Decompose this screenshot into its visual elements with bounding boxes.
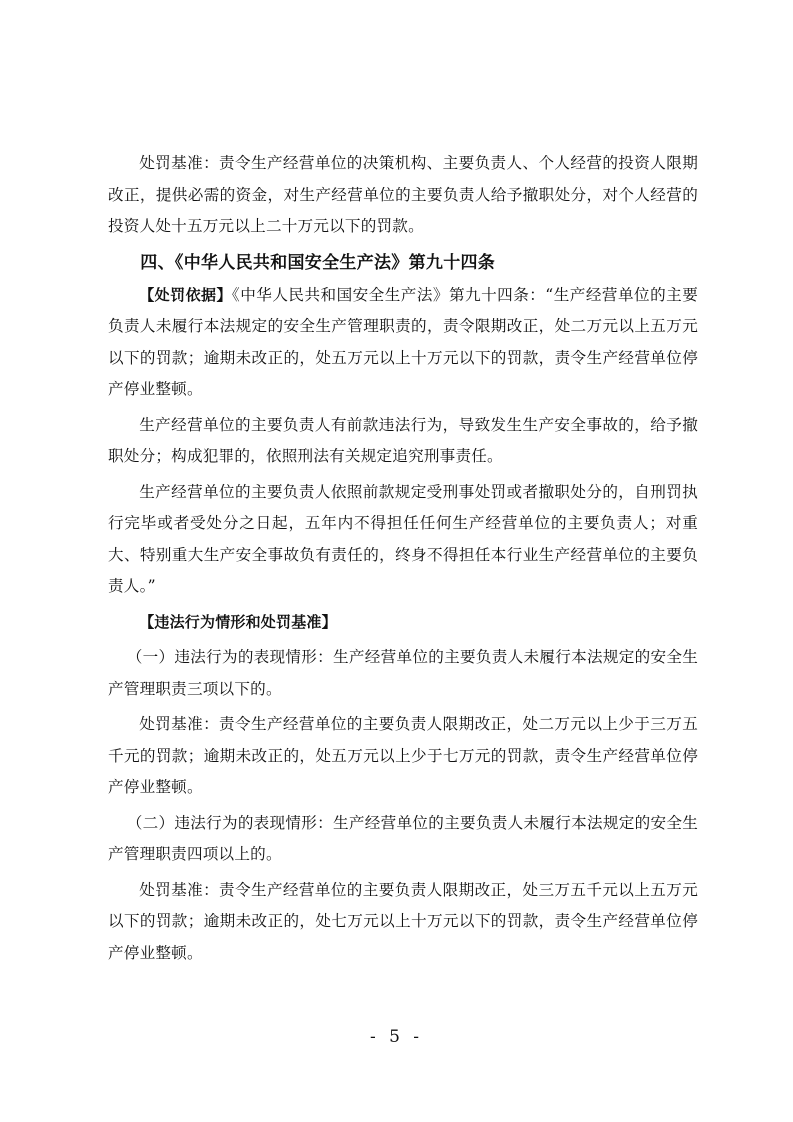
violation-standard-label: 【违法行为情形和处罚基准】 bbox=[139, 612, 337, 631]
violation-standard-label-paragraph bbox=[108, 607, 698, 639]
penalty-standard-paragraph: 处罚基准：责令生产经营单位的决策机构、主要负责人、个人经营的投资人限期改正，提供必需的资金，对生产经营单位的主要负责人给予撤职处分，对个人经营的投资人处十五万元以上二十万元以下的罚款。 bbox=[108, 154, 698, 235]
section-heading: 四、《中华人民共和国安全生产法》第九十四条 bbox=[140, 252, 496, 273]
violation-case-1: （一）违法行为的表现情形：生产经营单位的主要负责人未履行本法规定的安全生产管理职责三项以下的。 bbox=[108, 648, 698, 698]
document-body bbox=[108, 148, 698, 969]
penalty-basis-label: 【处罚依据】 bbox=[139, 285, 232, 304]
law-clause-paragraph-2: 生产经营单位的主要负责人有前款违法行为，导致发生生产安全事故的，给予撤职处分；构成犯罪的，依照刑法有关规定追究刑事责任。 bbox=[108, 415, 698, 465]
law-clause-paragraph-3: 生产经营单位的主要负责人依照前款规定受刑事处罚或者撤职处分的，自刑罚执行完毕或者受处分之日起，五年内不得担任任何生产经营单位的主要负责人；对重大、特别重大生产安全事故负有责任的，终身不得担任本行业生产经营单位的主要负责人。” bbox=[108, 482, 698, 595]
violation-case-2: （二）违法行为的表现情形：生产经营单位的主要负责人未履行本法规定的安全生产管理职责四项以上的。 bbox=[108, 813, 698, 863]
penalty-standard-case-2: 处罚基准：责令生产经营单位的主要负责人限期改正，处三万五千元以上五万元以下的罚款；逾期未改正的，处七万元以上十万元以下的罚款，责令生产经营单位停产停业整顿。 bbox=[108, 880, 698, 962]
penalty-standard-case-1: 处罚基准：责令生产经营单位的主要负责人限期改正，处二万元以上少于三万五千元的罚款；逾期未改正的，处五万元以上少于七万元的罚款，责令生产经营单位停产停业整顿。 bbox=[108, 715, 698, 796]
penalty-basis-text: 《中华人民共和国安全生产法》第九十四条：“生产经营单位的主要负责人未履行本法规定的安全生产管理职责的，责令限期改正，处二万元以上五万元以下的罚款；逾期未改正的，处五万元以上十万元以下的罚款，责令生产经营单位停产停业整顿。 bbox=[108, 285, 698, 398]
penalty-basis-paragraph bbox=[108, 280, 698, 406]
page-number: - 5 - bbox=[369, 1027, 424, 1047]
